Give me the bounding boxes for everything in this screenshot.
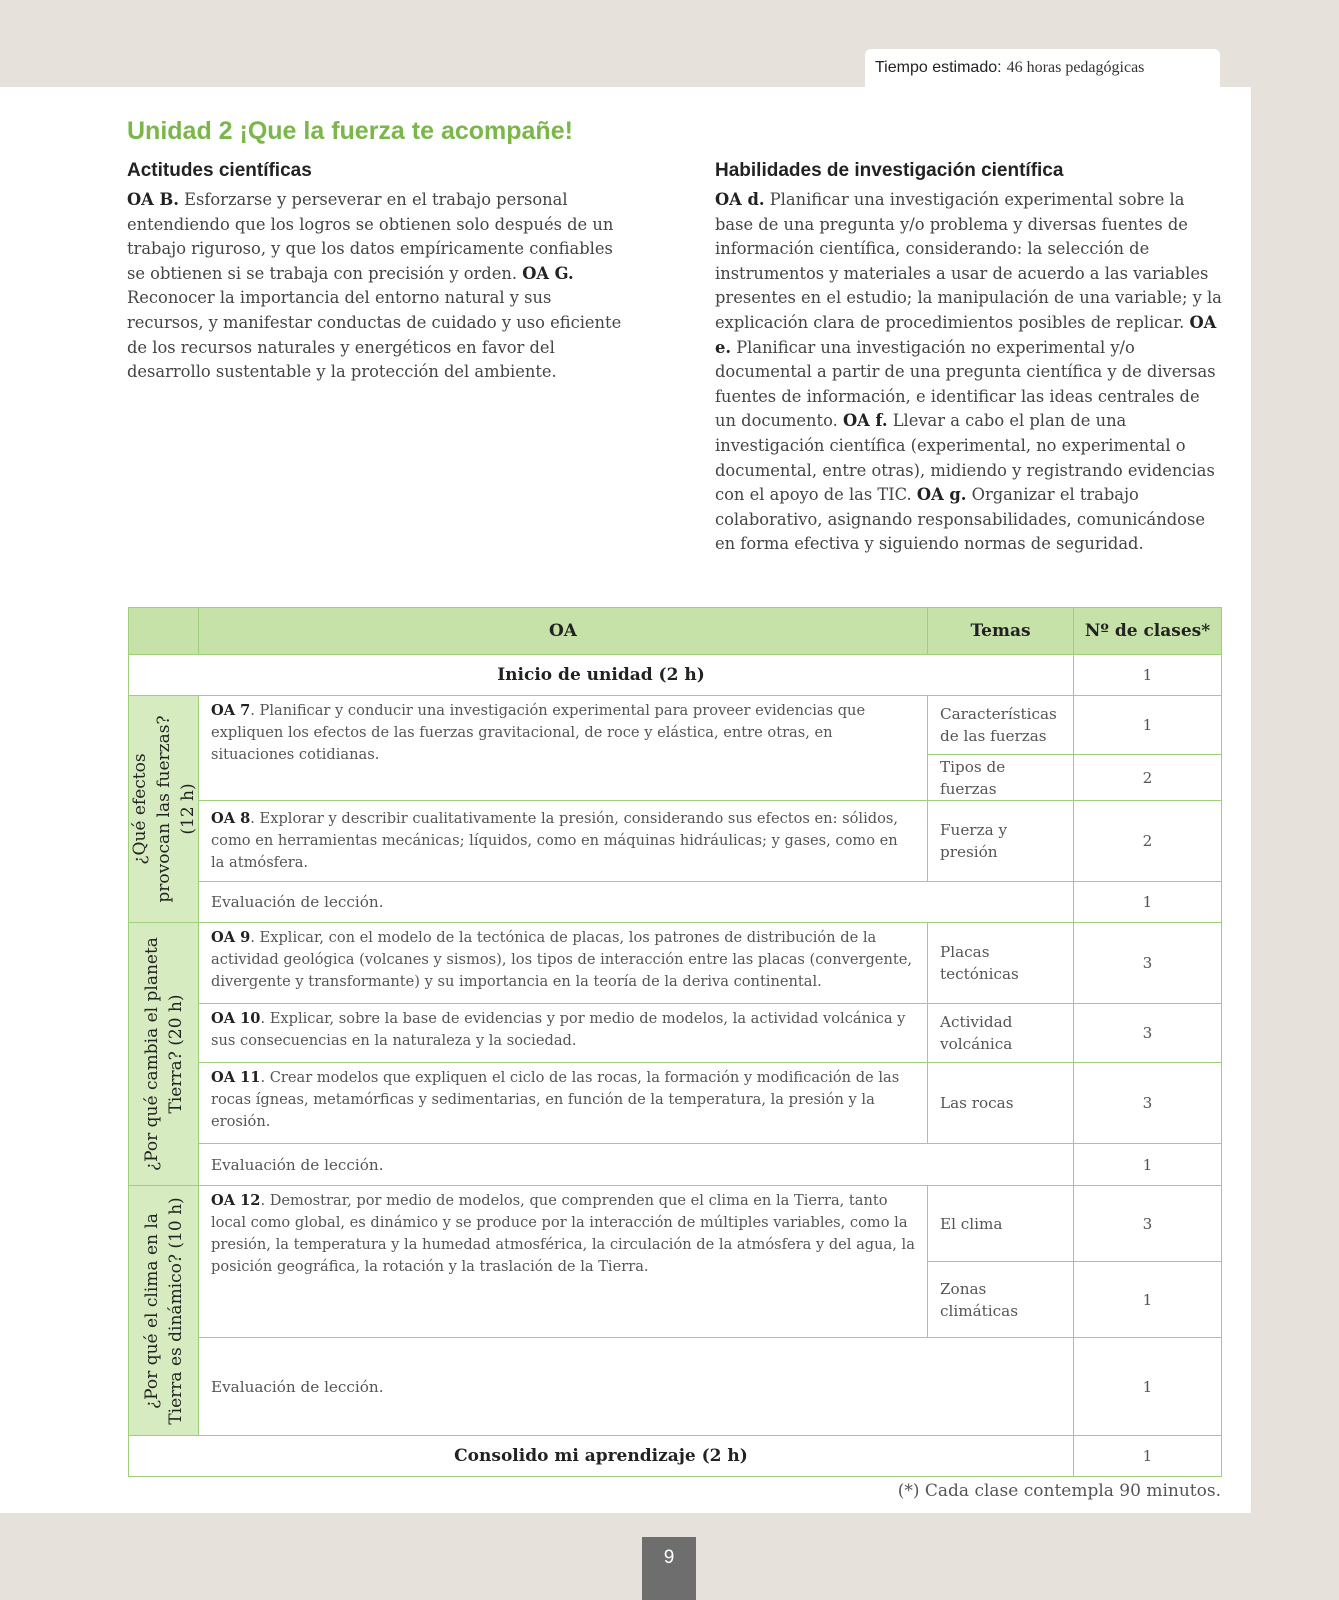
oa-f-code: OA f. [842,411,888,431]
tema-clima: El clima [928,1186,1074,1262]
lesson-1-eval: Evaluación de lección. [199,882,1074,923]
clases-placas: 3 [1074,923,1222,1004]
page-number: 9 [642,1537,696,1600]
lesson-2-title [140,934,188,1174]
oa-11-code: OA 11 [211,1069,261,1086]
oa-12-cell [199,1186,928,1338]
tema-volcanica: Actividad volcánica [928,1004,1074,1063]
inicio-clases: 1 [1074,655,1222,696]
unit-title: Unidad 2 ¡Que la fuerza te acompañe! [127,117,573,145]
research-skills-text [715,188,1225,557]
tema-fuerza-presion: Fuerza y presión [928,801,1074,882]
oa-g-code-lower: OA g. [916,485,967,505]
estimated-time-label: Tiempo estimado: [875,59,1002,76]
footnote: (*) Cada clase contempla 90 minutos. [897,1481,1221,1501]
unit-plan-table [128,607,1222,1477]
scientific-attitudes-section [127,160,627,385]
oa-b-text: Esforzarse y perseverar en el trabajo personal entendiendo que los logros se obtienen solo después de un trabajo riguroso, y que los datos empíricamente confiables se obtienen si se trabaja con precisión y orden. [127,190,614,283]
scientific-attitudes-heading: Actitudes científicas [127,160,312,181]
tema-tipos: Tipos de fuerzas [928,755,1074,801]
lesson-1-eval-clases: 1 [1074,882,1222,923]
estimated-time-value: 46 horas pedagógicas [1006,59,1145,76]
research-skills-heading: Habilidades de investigación científica [715,160,1064,181]
oa-e-code: OA e. [715,312,1217,357]
oa-12-text: . Demostrar, por medio de modelos, que comprenden que el clima en la Tierra, tanto local como global, es dinámico y se produce por la interacción de múltiples variables, como la presión, la temperatura y la humedad atmosférica, la circulación de la atmósfera y del agua, la posición geográfica, la rotación y la traslación de la Tierra. [211,1192,915,1275]
header-temas: Temas [928,608,1074,655]
clases-zonas: 1 [1074,1262,1222,1338]
oa-9-text: . Explicar, con el modelo de la tectónica de placas, los patrones de distribución de la actividad geológica (volcanes y sismos), los tipos de interacción entre las placas (convergente, divergente y transformante) y su importancia en la teoría de la deriva continental. [211,929,912,990]
oa-10-code: OA 10 [211,1010,261,1027]
tema-caracteristicas: Características de las fuerzas [928,696,1074,755]
tema-rocas: Las rocas [928,1063,1074,1144]
table-row-cierre [129,1436,1222,1477]
oa-8-code: OA 8 [211,810,251,827]
inicio-label: Inicio de unidad (2 h) [129,655,1074,696]
oa-g-text-lower: Organizar el trabajo colaborativo, asignando responsabilidades, comunicándose en forma efectiva y siguiendo normas de seguridad. [715,485,1205,554]
oa-7-code: OA 7 [211,702,251,719]
clases-clima: 3 [1074,1186,1222,1262]
oa-12-code: OA 12 [211,1192,261,1209]
oa-10-text: . Explicar, sobre la base de evidencias y por medio de modelos, la actividad volcánica y sus consecuencias en la naturaleza y la sociedad. [211,1010,906,1049]
oa-9-cell [199,923,928,1004]
tema-zonas: Zonas climáticas [928,1262,1074,1338]
oa-8-cell [199,801,928,882]
lesson-1-title-cell [129,696,199,923]
table-row [129,1144,1222,1186]
lesson-3-title [140,1186,188,1436]
oa-9-code: OA 9 [211,929,251,946]
clases-tipos: 2 [1074,755,1222,801]
tema-placas: Placas tectónicas [928,923,1074,1004]
lesson-2-eval-clases: 1 [1074,1144,1222,1186]
cierre-clases: 1 [1074,1436,1222,1477]
scientific-attitudes-text [127,188,627,385]
lesson-2-title-cell [129,923,199,1186]
lesson-1-title-text: ¿Qué efectos provocan las fuerzas? (12 h) [129,715,198,903]
table-row [129,1004,1222,1063]
oa-7-cell [199,696,928,801]
oa-10-cell [199,1004,928,1063]
oa-g-code: OA G. [522,263,574,283]
lesson-3-eval: Evaluación de lección. [199,1338,1074,1436]
header-clases: Nº de clases* [1074,608,1222,655]
clases-volcanica: 3 [1074,1004,1222,1063]
table-row [129,801,1222,882]
table-row-inicio [129,655,1222,696]
lesson-2-title-text: ¿Por qué cambia el planeta Tierra? (20 h) [141,937,186,1171]
oa-7-text: . Planificar y conducir una investigación experimental para proveer evidencias que expliquen los efectos de las fuerzas gravitacional, de roce y elástica, entre otras, en situaciones cotidianas. [211,702,866,763]
research-skills-section [715,160,1225,557]
table-row [129,1338,1222,1436]
table-row [129,923,1222,1004]
clases-caracteristicas: 1 [1074,696,1222,755]
lesson-2-eval: Evaluación de lección. [199,1144,1074,1186]
oa-b-code: OA B. [127,190,179,209]
table-row [129,1186,1222,1262]
oa-g-text: Reconocer la importancia del entorno natural y sus recursos, y manifestar conductas de cuidado y uso eficiente de los recursos naturales y energéticos en favor del desarrollo sustentable y la protección del ambiente. [127,288,622,382]
table-row [129,882,1222,923]
lesson-1-title [128,714,200,904]
header-empty [129,608,199,655]
oa-d-code: OA d. [715,190,765,209]
lesson-3-eval-clases: 1 [1074,1338,1222,1436]
oa-d-text: Planificar una investigación experimental sobre la base de una pregunta y/o problema y diversas fuentes de información científica, considerando: la selección de instrumentos y materiales a usar de acuerdo a las variables presentes en el estudio; la manipulación de una variable; y la explicación clara de procedimientos posibles de replicar. [715,190,1222,332]
estimated-time-tab [865,49,1220,89]
lesson-3-title-text: ¿Por qué el clima en la Tierra es dinámico? (10 h) [141,1196,186,1425]
oa-11-cell [199,1063,928,1144]
oa-11-text: . Crear modelos que expliquen el ciclo de las rocas, la formación y modificación de las rocas ígneas, metamórficas y sedimentarias, en función de la temperatura, la presión y la erosión. [211,1069,900,1130]
oa-8-text: . Explorar y describir cualitativamente la presión, considerando sus efectos en: sólidos, como en herramientas mecánicas; líquidos, como en máquinas hidráulicas; y gases, como en la atmósfera. [211,810,899,871]
clases-fuerza-presion: 2 [1074,801,1222,882]
cierre-label: Consolido mi aprendizaje (2 h) [129,1436,1074,1477]
table-header-row [129,608,1222,655]
lesson-3-title-cell [129,1186,199,1436]
oa-e-text: Planificar una investigación no experimental y/o documental a partir de una pregunta científica y de diversas fuentes de información, e identificar las ideas centrales de un documento. [715,337,1216,431]
oa-f-text: Llevar a cabo el plan de una investigación científica (experimental, no experimental o documental, entre otras), midiendo y registrando evidencias con el apoyo de las TIC. [715,411,1215,505]
table-row [129,696,1222,755]
clases-rocas: 3 [1074,1063,1222,1144]
header-oa: OA [199,608,928,655]
table-row [129,1063,1222,1144]
